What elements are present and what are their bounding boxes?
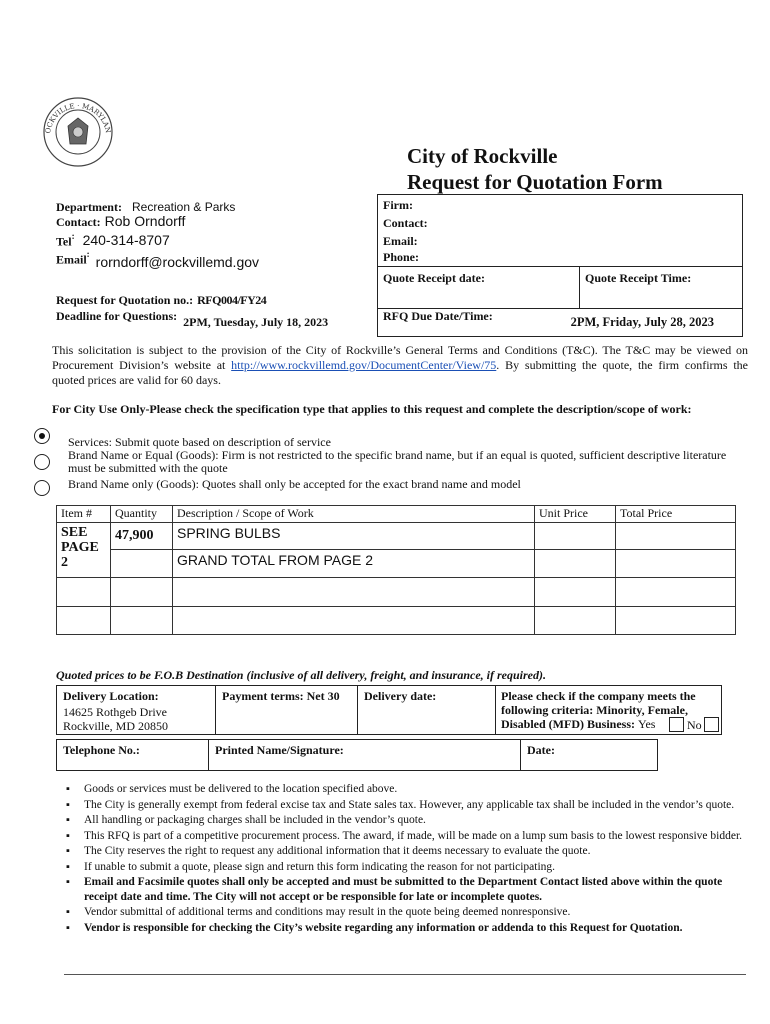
rfq-number-value: RFQ004/FY24 <box>197 293 267 307</box>
description-cell-2: GRAND TOTAL FROM PAGE 2 <box>173 550 535 578</box>
delivery-date-label: Delivery date: <box>364 689 437 703</box>
delivery-location-label: Delivery Location: <box>63 689 159 703</box>
table-cell[interactable] <box>57 578 111 607</box>
form-title: Request for Quotation Form <box>407 170 663 194</box>
option-brand-or-equal-label: Brand Name or Equal (Goods): Firm is not restricted to the specific brand name, but if an equal is quoted, sufficient descriptive literature must be submitted with the quote <box>68 448 727 475</box>
deadline-row <box>56 307 329 329</box>
mfd-no-checkbox[interactable] <box>704 717 719 732</box>
list-item: ▪ All handling or packaging charges shall be included in the vendor’s quote. <box>62 813 752 828</box>
signature-label: Printed Name/Signature: <box>215 743 344 757</box>
tel-value: 240-314-8707 <box>82 232 170 249</box>
quantity-cell: 47,900 <box>111 523 173 550</box>
option-services-label: Services: Submit quote based on description of service <box>68 435 331 449</box>
unit-price-cell-1[interactable] <box>535 523 616 550</box>
list-item: ▪ The City reserves the right to request any additional information that it deems necessary to evaluate the quote. <box>62 844 752 859</box>
no-label: No <box>687 718 702 732</box>
table-cell[interactable] <box>57 607 111 635</box>
rfq-due-box <box>377 308 743 337</box>
firm-label: Firm: <box>383 198 413 212</box>
email-row: Email: rorndorff@rockvillemd.gov <box>56 249 260 271</box>
list-item: ▪ Vendor submittal of additional terms and conditions may result in the quote being deemed nonresponsive. <box>62 905 752 920</box>
yes-label: Yes <box>638 717 656 731</box>
option-brand-only-label: Brand Name only (Goods): Quotes shall only be accepted for the exact brand name and model <box>68 477 521 491</box>
items-table <box>56 505 736 635</box>
rfq-due-value: 2PM, Friday, July 28, 2023 <box>570 315 714 329</box>
table-cell[interactable] <box>616 578 736 607</box>
mfd-yes-checkbox[interactable] <box>669 717 684 732</box>
fob-note: Quoted prices to be F.O.B Destination (inclusive of all delivery, freight, and insurance, if required). <box>56 668 546 682</box>
delivery-box <box>56 685 722 735</box>
radio-brand-or-equal[interactable] <box>34 454 50 470</box>
tel-label: Tel <box>56 234 72 249</box>
total-price-cell-1[interactable] <box>616 523 736 550</box>
contact-value: Rob Orndorff <box>104 213 186 229</box>
list-item: ▪ If unable to submit a quote, please sign and return this form indicating the reason for not participating. <box>62 860 752 875</box>
department-value: Recreation & Parks <box>131 200 236 214</box>
quote-receipt-time-label: Quote Receipt Time: <box>585 271 692 285</box>
list-item: ▪ The City is generally exempt from federal excise tax and State sales tax. However, any applicable tax shall be included in the vendor’s quote. <box>62 798 752 813</box>
table-cell[interactable] <box>535 578 616 607</box>
telephone-label: Telephone No.: <box>63 743 140 757</box>
tel-row: Tel: 240-314-8707 <box>56 231 170 249</box>
mfd-text: Please check if the company meets the following criteria: Minority, Female, Disabled (MFD) Business: <box>501 689 696 731</box>
table-cell[interactable] <box>111 578 173 607</box>
terms-text: This solicitation is subject to the provision of the City of Rockville’s General Terms and Conditions (T&C). The T&C may be viewed on Procurement Division’s website at <box>52 343 748 372</box>
header-item: Item # <box>57 506 111 523</box>
list-item: ▪ Email and Facsimile quotes shall only be accepted and must be submitted to the Department Contact listed above within the quote receipt date and time. The City will not accept or be responsible for late or incomplete quotes. <box>62 875 752 904</box>
payment-terms: Payment terms: Net 30 <box>222 689 340 703</box>
email-value: rorndorff@rockvillemd.gov <box>95 254 260 271</box>
delivery-address-line2: Rockville, MD 20850 <box>63 719 168 733</box>
quantity-cell-2[interactable] <box>111 550 173 578</box>
department-label: Department: <box>56 200 122 214</box>
quote-receipt-date-label: Quote Receipt date: <box>383 271 485 285</box>
item-number-cell <box>57 523 111 578</box>
list-item: ▪ Goods or services must be delivered to the location specified above. <box>62 782 752 797</box>
firm-box <box>377 194 743 309</box>
total-price-cell-2[interactable] <box>616 550 736 578</box>
terms-link[interactable]: http://www.rockvillemd.gov/DocumentCenter/View/75 <box>231 358 497 372</box>
rfq-due-label: RFQ Due Date/Time: <box>383 309 493 323</box>
table-cell[interactable] <box>111 607 173 635</box>
conditions-list <box>62 782 752 936</box>
header-unit-price: Unit Price <box>535 506 616 523</box>
firm-phone-label: Phone: <box>383 250 419 264</box>
terms-paragraph <box>52 343 748 388</box>
header-total-price: Total Price <box>616 506 736 523</box>
description-cell-1: SPRING BULBS <box>173 523 535 550</box>
table-cell[interactable] <box>535 607 616 635</box>
deadline-value: 2PM, Tuesday, July 18, 2023 <box>183 315 329 329</box>
city-seal-logo <box>42 96 114 168</box>
unit-price-cell-2[interactable] <box>535 550 616 578</box>
svg-text:ROCKVILLE · MARYLAND: OCKVILLE · MARYLAN <box>44 101 112 135</box>
rfq-number-label: Request for Quotation no.: <box>56 293 194 307</box>
deadline-label: Deadline for Questions: <box>56 309 178 323</box>
firm-contact-label: Contact: <box>383 216 428 230</box>
email-label: Email <box>56 252 87 267</box>
signature-box <box>56 739 658 771</box>
header-description: Description / Scope of Work <box>173 506 535 523</box>
list-item: ▪ This RFQ is part of a competitive procurement process. The award, if made, will be made on a lump sum basis to the lowest responsive bidder. <box>62 829 752 844</box>
table-cell[interactable] <box>616 607 736 635</box>
terms-text-end: . By submitting the quote, the firm confirms the quoted prices are valid for 60 days. <box>52 358 748 387</box>
table-cell[interactable] <box>173 578 535 607</box>
city-title: City of Rockville <box>407 144 558 168</box>
header-quantity: Quantity <box>111 506 173 523</box>
item-number: SEE PAGE 2 <box>61 525 99 570</box>
city-use-heading: For City Use Only-Please check the specification type that applies to this request and complete the description/scope of work: <box>52 402 692 416</box>
contact-row <box>56 213 185 231</box>
firm-email-label: Email: <box>383 234 418 248</box>
table-cell[interactable] <box>173 607 535 635</box>
footer-divider <box>64 974 746 975</box>
signature-date-label: Date: <box>527 743 555 757</box>
list-item: ▪ Vendor is responsible for checking the City’s website regarding any information or addenda to this Request for Quotation. <box>62 921 752 936</box>
radio-services[interactable] <box>34 428 50 444</box>
contact-label: Contact: <box>56 215 101 229</box>
radio-brand-only[interactable] <box>34 480 50 496</box>
delivery-address-line1: 14625 Rothgeb Drive <box>63 705 167 719</box>
